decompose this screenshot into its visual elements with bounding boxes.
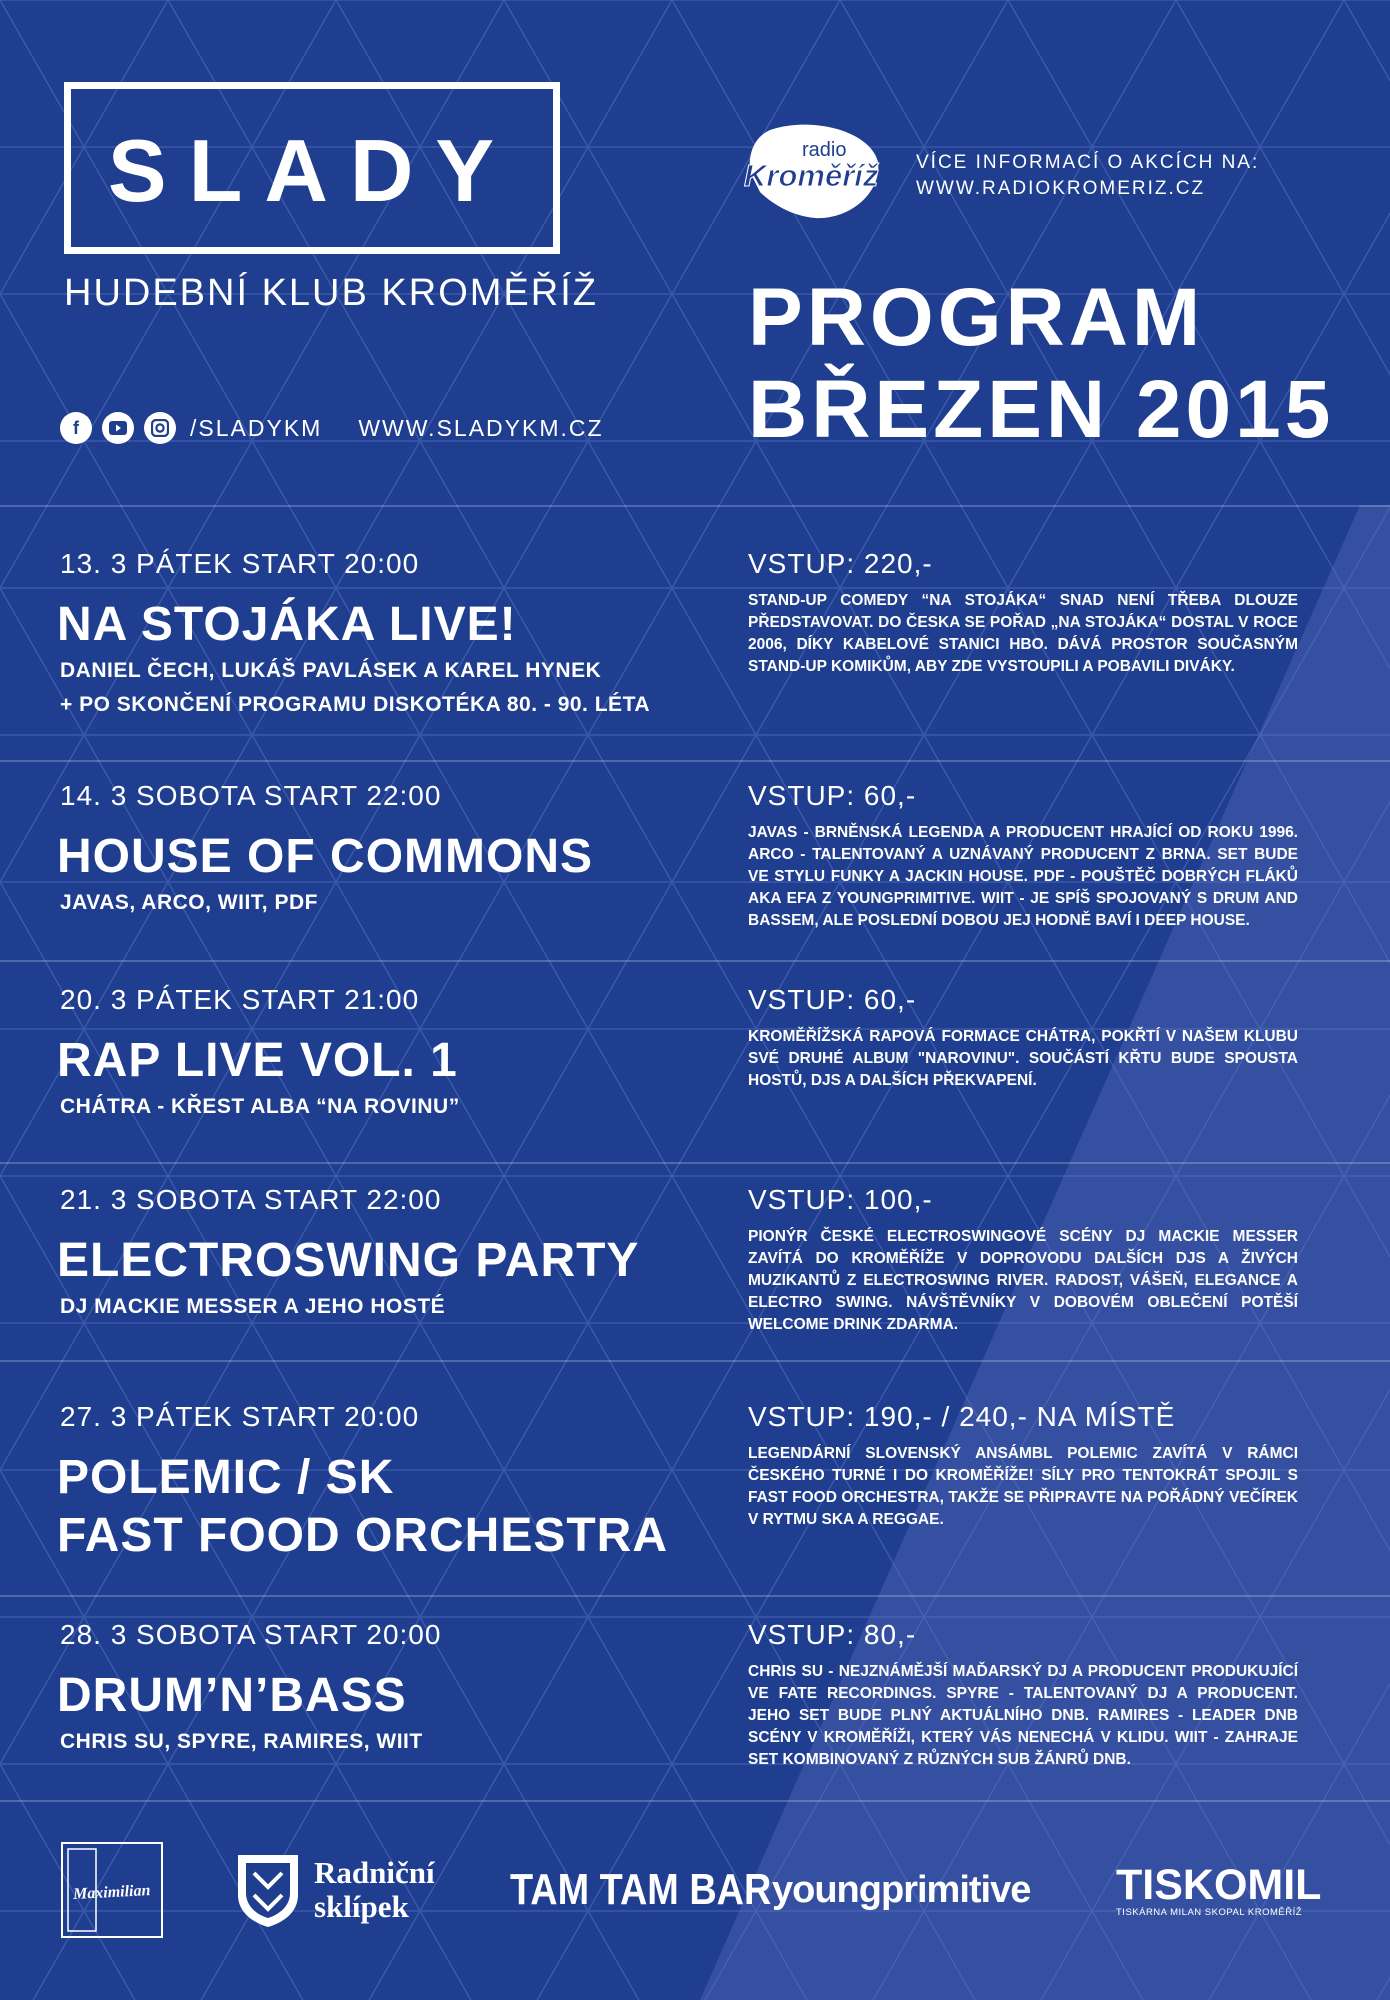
section-divider — [0, 1360, 1390, 1362]
event-name: POLEMIC / SK — [57, 1451, 395, 1504]
section-divider — [0, 505, 1390, 507]
section-divider — [0, 1595, 1390, 1597]
event-lineup: CHRIS SU, SPYRE, RAMIRES, WIIT — [60, 1730, 423, 1753]
event-name-line2: FAST FOOD ORCHESTRA — [57, 1509, 669, 1562]
event-1-info — [748, 548, 1298, 678]
event-date: 28. 3 SOBOTA START 20:00 — [60, 1619, 442, 1650]
sponsor-tiskomil[interactable] — [1116, 1840, 1321, 1940]
event-4-info — [748, 1184, 1298, 1336]
slady-logo-text: SLADY — [107, 121, 517, 220]
event-2 — [57, 780, 594, 920]
tiskomil-logo-text: TISKOMIL — [1116, 1860, 1322, 1909]
section-divider — [0, 1800, 1390, 1802]
radio-logo-small: radio — [802, 139, 847, 161]
radnicni-text — [314, 1856, 435, 1924]
event-price: VSTUP: 60,- — [748, 780, 917, 811]
social-row — [60, 412, 604, 444]
event-price: VSTUP: 60,- — [748, 984, 917, 1015]
radio-kromeriz-logo — [740, 122, 882, 222]
event-3-info — [748, 984, 1298, 1092]
event-lineup: JAVAS, ARCO, WIIT, PDF — [60, 891, 318, 914]
event-lineup: CHÁTRA - KŘEST ALBA “NA ROVINU” — [60, 1095, 460, 1118]
event-6 — [57, 1619, 442, 1759]
event-name: NA STOJÁKA LIVE! — [57, 598, 517, 651]
radnicni-line2: sklípek — [314, 1889, 409, 1924]
sponsor-tamtam-bar[interactable]: TAM TAM BAR — [510, 1865, 772, 1914]
event-6-info — [748, 1619, 1298, 1771]
event-price: VSTUP: 220,- — [748, 548, 933, 579]
event-note: + PO SKONČENÍ PROGRAMU DISKOTÉKA 80. - 90. LÉTA — [60, 693, 650, 716]
program-title — [748, 272, 1334, 456]
section-divider — [0, 1162, 1390, 1164]
event-4 — [57, 1184, 640, 1324]
program-title-line2: BŘEZEN 2015 — [748, 364, 1335, 455]
radio-info-line1: VÍCE INFORMACÍ O AKCÍCH NA: — [916, 152, 1260, 173]
event-5-info — [748, 1401, 1298, 1531]
event-date: 27. 3 PÁTEK START 20:00 — [60, 1401, 420, 1432]
radio-info — [916, 150, 1259, 202]
section-divider — [0, 760, 1390, 762]
slady-logo — [64, 82, 560, 254]
event-lineup: DJ MACKIE MESSER A JEHO HOSTÉ — [60, 1295, 446, 1318]
event-date: 21. 3 SOBOTA START 22:00 — [60, 1184, 442, 1215]
tiskomil-subtitle: TISKÁRNA MILAN SKOPAL KROMĚŘÍŽ — [1116, 1906, 1303, 1918]
event-3 — [57, 984, 460, 1124]
radio-logo-big: Kroměříž — [744, 158, 879, 193]
event-lineup: DANIEL ČECH, LUKÁŠ PAVLÁSEK A KAREL HYNEK — [60, 659, 602, 682]
event-price: VSTUP: 100,- — [748, 1184, 933, 1215]
sponsor-radnicni-sklipek[interactable] — [234, 1840, 435, 1940]
radnicni-line1: Radniční — [314, 1855, 435, 1890]
event-description: LEGENDÁRNÍ SLOVENSKÝ ANSÁMBL POLEMIC ZAVÍTÁ V RÁMCI ČESKÉHO TURNÉ I DO KROMĚŘÍŽE! SÍLY PRO TENTOKRÁT SPOJIL S FAST FOOD ORCHESTRA, TAKŽE SE PŘIPRAVTE NA POŘÁDNÝ VEČÍREK V RYTMU SKA A REGGAE. — [748, 1445, 1298, 1528]
youtube-icon[interactable] — [102, 412, 134, 444]
website-link[interactable]: WWW.SLADYKM.CZ — [358, 414, 604, 441]
event-date: 20. 3 PÁTEK START 21:00 — [60, 984, 420, 1015]
event-description: STAND-UP COMEDY “NA STOJÁKA“ SNAD NENÍ TŘEBA DLOUZE PŘEDSTAVOVAT. DO ČESKA SE POŘAD „NA STOJÁKA“ DOSTAL V ROCE 2006, DÍKY KABELOVÉ STANICI HBO. DÁVÁ PROSTOR SOUČASNÝM STAND-UP KOMIKŮM, ABY ZDE VYSTOUPILI A POBAVILI DIVÁKY. — [748, 592, 1298, 675]
social-handle[interactable]: /SLADYKM — [190, 414, 323, 441]
slady-logo-letters — [71, 89, 553, 247]
event-description: JAVAS - BRNĚNSKÁ LEGENDA A PRODUCENT HRAJÍCÍ OD ROKU 1996. ARCO - TALENTOVANÝ A UZNÁVANÝ PRODUCENT Z BRNA. SET BUDE VE STYLU FUNKY A JACKIN HOUSE. PDF - POUŠTĚČ DOBRÝCH FLÁKŮ AKA EFA Z YOUNGPRIMITIVE. WIIT - JE SPÍŠ SPOJOVANÝ S DRUM AND BASSEM, ALE POSLEDNÍ DOBOU JEJ HODNĚ BAVÍ I DEEP HOUSE. — [748, 824, 1298, 929]
event-2-info — [748, 780, 1298, 932]
event-price: VSTUP: 190,- / 240,- NA MÍSTĚ — [748, 1401, 1176, 1432]
event-name: ELECTROSWING PARTY — [57, 1234, 640, 1287]
maximilian-logo — [60, 1841, 164, 1939]
event-description: CHRIS SU - NEJZNÁMĚJŠÍ MAĎARSKÝ DJ A PRODUCENT PRODUKUJÍCÍ VE FATE RECORDINGS. SPYRE - TALENTOVANÝ DJ A PRODUCENT. JEHO SET BUDE PLNÝ AKTUÁLNÍHO DNB. RAMIRES - LEADER DNB SCÉNY V KROMĚŘÍŽI, KTERÝ VÁS NENECHÁ V KLIDU. WIIT - ZAHRAJE SET KOMBINOVANÝ Z RŮZNÝCH SUB ŽÁNRŮ DNB. — [748, 1663, 1298, 1768]
event-date: 14. 3 SOBOTA START 22:00 — [60, 780, 442, 811]
event-description: PIONÝR ČESKÉ ELECTROSWINGOVÉ SCÉNY DJ MACKIE MESSER ZAVÍTÁ DO KROMĚŘÍŽE V DOPROVODU DALŠÍCH DJS A ŽIVÝCH MUZIKANTŮ Z ELECTROSWING RIVER. RADOST, VÁŠEŇ, ELEGANCE A ELECTRO SWING. NÁVŠTĚVNÍKY V DOBOVÉM OBLEČENÍ POTĚŠÍ WELCOME DRINK ZDARMA. — [748, 1228, 1298, 1333]
sponsor-youngprimitive[interactable]: youngprimitive — [772, 1868, 1031, 1911]
sponsor-maximilian[interactable] — [60, 1840, 164, 1940]
event-date: 13. 3 PÁTEK START 20:00 — [60, 548, 420, 579]
radio-info-line2[interactable]: WWW.RADIOKROMERIZ.CZ — [916, 178, 1206, 199]
section-divider — [0, 960, 1390, 962]
maximilian-logo-text: Maximilian — [72, 1881, 151, 1904]
event-1 — [57, 548, 650, 722]
instagram-icon[interactable] — [144, 412, 176, 444]
crest-icon — [234, 1851, 302, 1929]
event-price: VSTUP: 80,- — [748, 1619, 917, 1650]
event-name: HOUSE OF COMMONS — [57, 830, 594, 883]
program-title-line1: PROGRAM — [748, 272, 1205, 363]
logo-subtitle: HUDEBNÍ KLUB KROMĚŘÍŽ — [64, 272, 598, 314]
event-description: KROMĚŘÍŽSKÁ RAPOVÁ FORMACE CHÁTRA, POKŘTÍ V NAŠEM KLUBU SVÉ DRUHÉ ALBUM "NAROVINU". SOUČÁSTÍ KŘTU BUDE SPOUSTA HOSTŮ, DJS A DALŠÍCH PŘEKVAPENÍ. — [748, 1028, 1298, 1089]
event-name: RAP LIVE VOL. 1 — [57, 1034, 458, 1087]
facebook-icon[interactable]: f — [60, 412, 92, 444]
event-5 — [57, 1401, 669, 1565]
event-name: DRUM’N’BASS — [57, 1669, 407, 1722]
